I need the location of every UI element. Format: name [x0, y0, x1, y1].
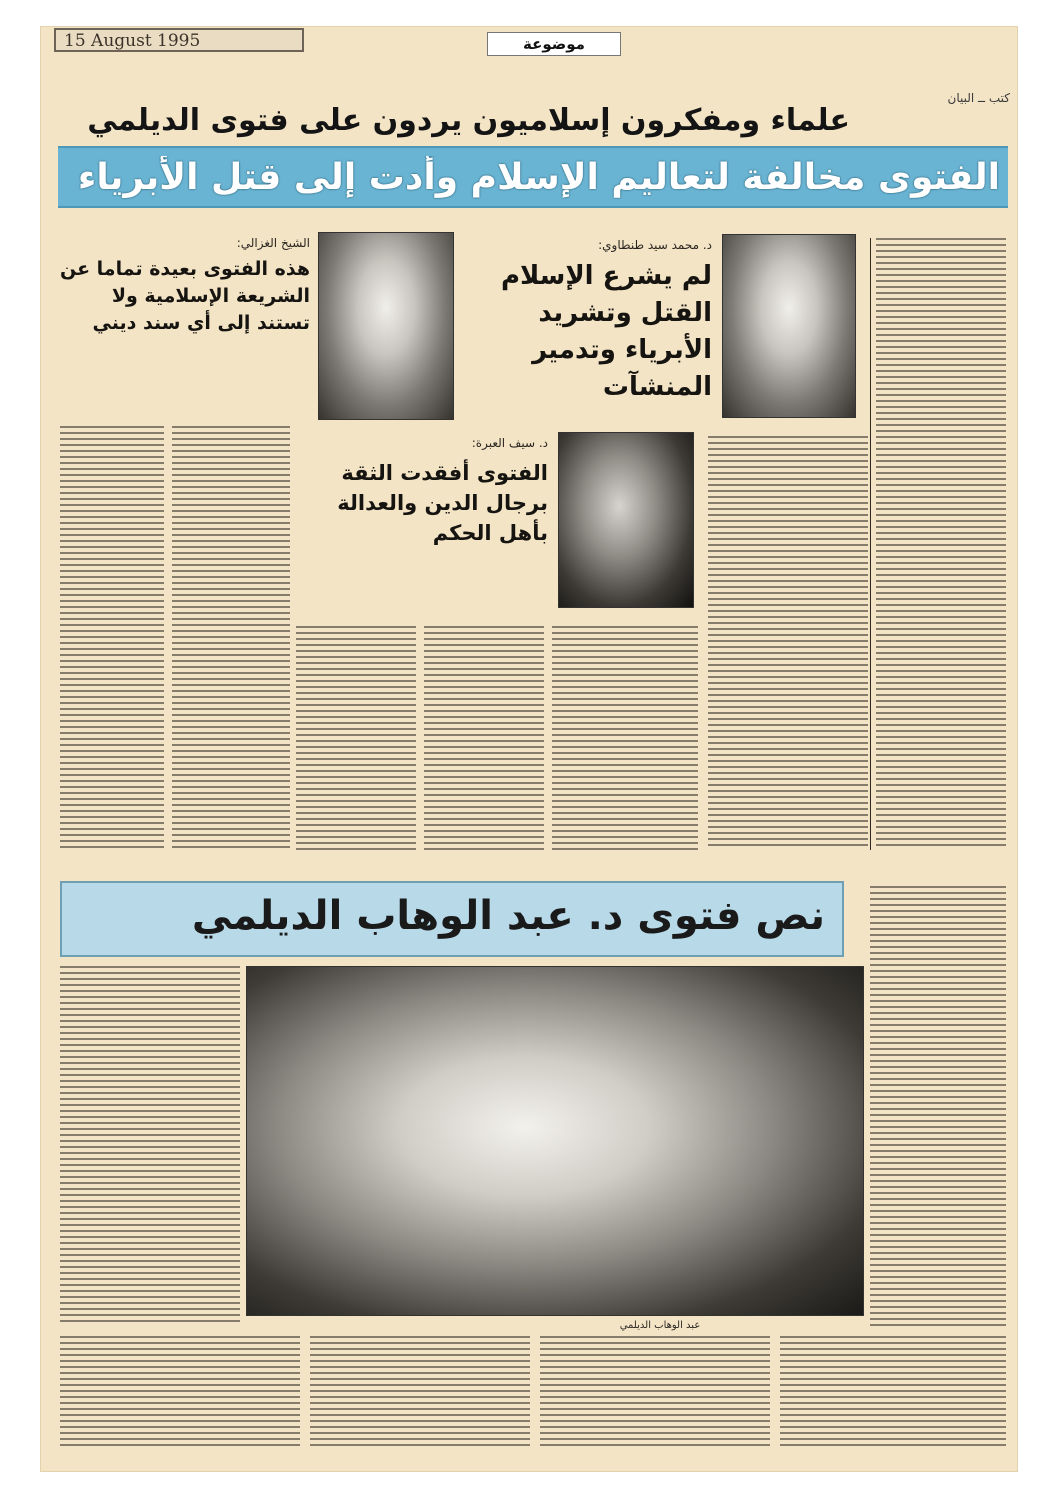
text-column-mid-3	[552, 626, 698, 850]
quote-3-text: الفتوى أفقدت الثقة برجال الدين والعدالة بأهل الحكم	[337, 461, 548, 545]
portrait-photo-ghazali	[318, 232, 454, 420]
portrait-photo-ibra	[558, 432, 694, 608]
text-column-left-1	[60, 426, 164, 850]
main-banner: الفتوى مخالفة لتعاليم الإسلام وأدت إلى قتل الأبرياء	[77, 157, 1000, 198]
text-column-bottom-right	[870, 886, 1006, 1326]
large-portrait-photo	[246, 966, 864, 1316]
text-column-mid-right	[708, 436, 868, 850]
section-label: موضوعة	[487, 32, 621, 56]
quote-3-label: د. سيف العبرة:	[471, 436, 548, 450]
text-column-footer-2	[310, 1336, 530, 1446]
text-column-mid-2	[424, 626, 544, 850]
fatwa-banner: نص فتوى د. عبد الوهاب الديلمي	[191, 893, 825, 939]
text-column-left-2	[172, 426, 290, 850]
text-column-mid-1	[296, 626, 416, 850]
text-column-footer-4	[780, 1336, 1006, 1446]
text-column-right	[876, 238, 1006, 850]
text-column-bottom-left	[60, 966, 240, 1326]
byline: كتب ــ البيان	[947, 91, 1010, 105]
quote-1-text: لم يشرع الإسلام القتل وتشريد الأبرياء وتدمير المنشآت	[500, 261, 712, 402]
column-rule	[870, 238, 871, 850]
headline: علماء ومفكرون إسلاميون يردون على فتوى الديلمي	[87, 103, 850, 138]
quote-2-label: الشيخ الغزالي:	[236, 236, 310, 250]
text-column-footer-1	[60, 1336, 300, 1446]
quote-2-text: هذه الفتوى بعيدة تماما عن الشريعة الإسلامية ولا تستند إلى أي سند ديني	[59, 258, 310, 334]
issue-date: 15 August 1995	[54, 28, 304, 52]
photo-caption: عبد الوهاب الديلمي	[619, 1320, 701, 1331]
text-column-footer-3	[540, 1336, 770, 1446]
portrait-photo-tantawi	[722, 234, 856, 418]
quote-1-label: د. محمد سيد طنطاوي:	[598, 238, 712, 252]
newspaper-page	[40, 26, 1018, 1472]
